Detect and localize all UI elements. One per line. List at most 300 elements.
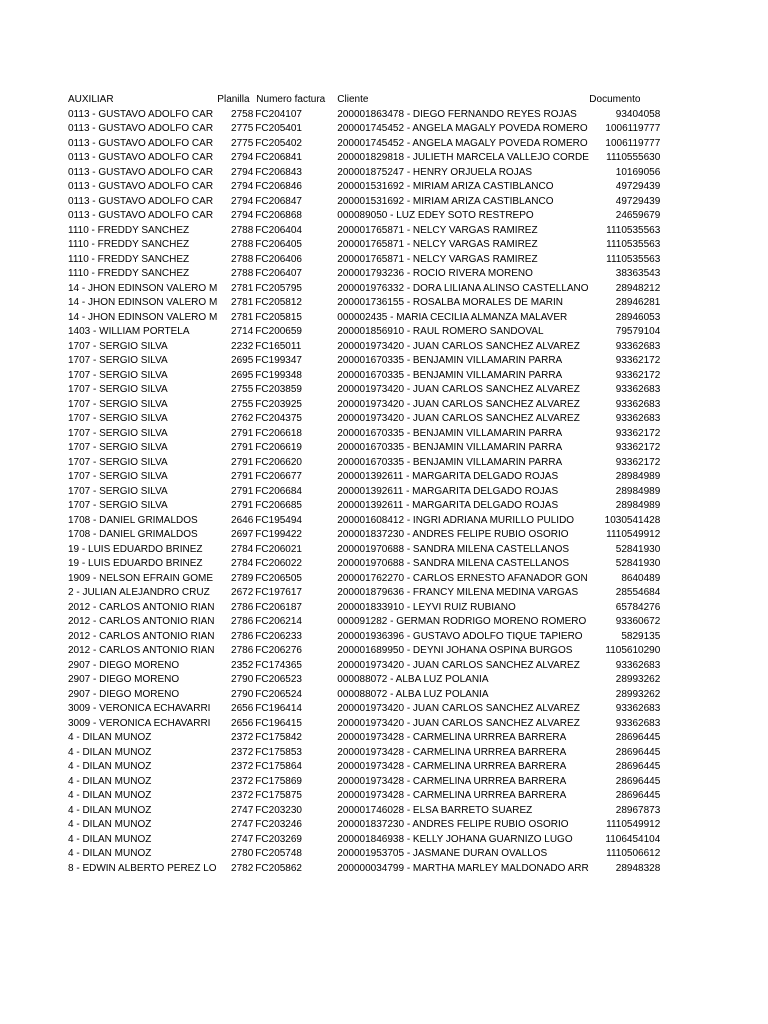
table-row (68, 108, 660, 123)
cell-numero-factura: FC205795 (255, 282, 302, 294)
cell-planilla: 2791 (231, 442, 254, 453)
cell-cliente: 200001765871 - NELCY VARGAS RAMIREZ (337, 224, 538, 236)
cell-cliente: 200001837230 - ANDRES FELIPE RUBIO OSORIO (337, 819, 569, 830)
cell-cliente: 200001875247 - HENRY ORJUELA ROJAS (337, 166, 533, 178)
cell-numero-factura: FC205862 (255, 862, 302, 874)
cell-documento: 28696445 (615, 732, 661, 743)
table-row (68, 586, 660, 601)
cell-numero-factura: FC195494 (255, 514, 302, 526)
cell-cliente: 200001689950 - DEYNI JOHANA OSPINA BURGOS (337, 645, 573, 656)
cell-auxiliar: 0113 - GUSTAVO ADOLFO CAR (68, 108, 214, 120)
cell-numero-factura: FC206187 (255, 601, 302, 613)
cell-cliente: 200001973420 - JUAN CARLOS SANCHEZ ALVAREZ (337, 340, 580, 352)
table-row (68, 499, 660, 514)
cell-auxiliar: 14 - JHON EDINSON VALERO M (68, 311, 218, 323)
cell-planilla: 2372 (231, 746, 254, 758)
cell-documento: 93360672 (615, 616, 661, 627)
cell-documento: 28948328 (615, 862, 661, 874)
cell-cliente: 200001670335 - BENJAMIN VILLAMARIN PARRA (337, 456, 563, 468)
cell-documento: 28984989 (615, 485, 661, 497)
cell-cliente: 200001973420 - JUAN CARLOS SANCHEZ ALVAREZ (337, 398, 580, 410)
cell-cliente: 200001833910 - LEYVI RUIZ RUBIANO (337, 601, 516, 613)
cell-auxiliar: 2 - JULIAN ALEJANDRO CRUZ (68, 587, 210, 598)
cell-numero-factura: FC206868 (255, 210, 302, 221)
cell-auxiliar: 1707 - SERGIO SILVA (68, 471, 168, 482)
cell-planilla: 2791 (231, 485, 254, 497)
cell-documento: 93362683 (615, 717, 661, 729)
cell-planilla: 2788 (231, 253, 254, 265)
cell-documento: 52841930 (615, 558, 661, 569)
cell-planilla: 2755 (231, 384, 254, 395)
cell-cliente: 200001953705 - JASMANE DURAN OVALLOS (337, 848, 548, 859)
cell-documento: 28946281 (615, 297, 661, 308)
cell-numero-factura: FC206846 (255, 181, 302, 192)
cell-numero-factura: FC174365 (255, 659, 302, 671)
cell-cliente: 200001670335 - BENJAMIN VILLAMARIN PARRA (337, 355, 563, 366)
cell-documento: 1110535563 (606, 224, 661, 236)
cell-planilla: 2656 (231, 703, 254, 714)
cell-documento: 28948212 (615, 282, 661, 294)
cell-numero-factura: FC199347 (255, 355, 302, 366)
cell-planilla: 2790 (231, 674, 254, 685)
cell-planilla: 2791 (231, 456, 254, 468)
cell-documento: 93362683 (615, 340, 661, 352)
cell-numero-factura: FC206021 (255, 543, 302, 555)
cell-numero-factura: FC206677 (255, 471, 302, 482)
cell-planilla: 2695 (231, 369, 254, 381)
cell-cliente: 000089050 - LUZ EDEY SOTO RESTREPO (337, 210, 534, 221)
cell-numero-factura: FC203859 (255, 384, 302, 395)
cell-planilla: 2714 (231, 326, 254, 337)
cell-numero-factura: FC206233 (255, 630, 302, 642)
cell-planilla: 2791 (231, 500, 254, 511)
cell-documento: 93362683 (615, 659, 661, 671)
table-row (68, 412, 660, 427)
cell-numero-factura: FC206404 (255, 224, 302, 236)
cell-numero-factura: FC206405 (255, 239, 302, 250)
cell-auxiliar: 1707 - SERGIO SILVA (68, 340, 168, 352)
cell-documento: 28696445 (615, 790, 661, 801)
cell-cliente: 200001392611 - MARGARITA DELGADO ROJAS (337, 471, 559, 482)
cell-auxiliar: 0113 - GUSTAVO ADOLFO CAR (68, 166, 214, 178)
cell-cliente: 200001670335 - BENJAMIN VILLAMARIN PARRA (337, 427, 563, 439)
cell-documento: 38363543 (615, 268, 661, 279)
header-planilla: Planilla (217, 94, 250, 105)
cell-planilla: 2352 (231, 659, 254, 671)
cell-cliente: 000088072 - ALBA LUZ POLANIA (337, 688, 489, 700)
cell-auxiliar: 1707 - SERGIO SILVA (68, 355, 168, 366)
cell-auxiliar: 1707 - SERGIO SILVA (68, 456, 168, 468)
cell-auxiliar: 0113 - GUSTAVO ADOLFO CAR (68, 152, 214, 163)
cell-auxiliar: 1110 - FREDDY SANCHEZ (68, 253, 190, 265)
cell-numero-factura: FC175875 (255, 790, 302, 801)
cell-documento: 52841930 (615, 543, 661, 555)
table-row (68, 311, 660, 326)
cell-documento: 1006119777 (605, 123, 661, 134)
cell-auxiliar: 3009 - VERONICA ECHAVARRI (68, 717, 211, 729)
cell-documento: 93362172 (615, 442, 661, 453)
cell-planilla: 2781 (231, 311, 254, 323)
table-row (68, 282, 660, 297)
cell-numero-factura: FC205815 (255, 311, 302, 323)
cell-numero-factura: FC206685 (255, 500, 302, 511)
cell-planilla: 2695 (231, 355, 254, 366)
cell-planilla: 2781 (231, 297, 254, 308)
table-row (68, 615, 660, 630)
cell-cliente: 200001973428 - CARMELINA URRREA BARRERA (337, 732, 567, 743)
cell-auxiliar: 1707 - SERGIO SILVA (68, 413, 168, 424)
cell-auxiliar: 4 - DILAN MUNOZ (68, 746, 152, 758)
cell-auxiliar: 1707 - SERGIO SILVA (68, 369, 168, 381)
cell-planilla: 2789 (231, 572, 254, 584)
cell-planilla: 2786 (231, 601, 254, 613)
cell-auxiliar: 4 - DILAN MUNOZ (68, 804, 152, 816)
cell-documento: 93404058 (615, 108, 661, 120)
cell-cliente: 200001793236 - ROCIO RIVERA MORENO (337, 268, 533, 279)
table-row (68, 601, 660, 616)
cell-planilla: 2794 (231, 166, 254, 178)
cell-planilla: 2781 (231, 282, 254, 294)
table-row (68, 180, 660, 195)
cell-documento: 28696445 (615, 746, 661, 758)
table-row (68, 296, 660, 311)
table-row (68, 731, 660, 746)
cell-numero-factura: FC206406 (255, 253, 302, 265)
cell-auxiliar: 0113 - GUSTAVO ADOLFO CAR (68, 123, 214, 134)
table-row (68, 325, 660, 340)
table-row (68, 688, 660, 703)
cell-cliente: 200001762270 - CARLOS ERNESTO AFANADOR GON (337, 572, 588, 584)
invoice-table (68, 93, 660, 876)
cell-numero-factura: FC199422 (255, 529, 302, 540)
cell-numero-factura: FC175853 (255, 746, 302, 758)
cell-numero-factura: FC204375 (255, 413, 302, 424)
cell-cliente: 000091282 - GERMAN RODRIGO MORENO ROMERO (337, 616, 587, 627)
cell-documento: 93362172 (615, 456, 661, 468)
cell-documento: 24659679 (615, 210, 661, 221)
cell-numero-factura: FC206618 (255, 427, 302, 439)
table-row (68, 659, 660, 674)
cell-auxiliar: 4 - DILAN MUNOZ (68, 790, 152, 801)
cell-documento: 28984989 (615, 500, 661, 511)
cell-planilla: 2775 (231, 137, 254, 149)
cell-planilla: 2372 (231, 790, 254, 801)
cell-planilla: 2786 (231, 645, 254, 656)
cell-auxiliar: 1707 - SERGIO SILVA (68, 485, 168, 497)
cell-documento: 28554684 (615, 587, 661, 598)
cell-documento: 1110549912 (606, 529, 661, 540)
cell-numero-factura: FC199348 (255, 369, 302, 381)
cell-cliente: 200001745452 - ANGELA MAGALY POVEDA ROMERO (337, 123, 588, 134)
table-row (68, 383, 660, 398)
cell-cliente: 200000034799 - MARTHA MARLEY MALDONADO ARR (337, 862, 589, 874)
cell-cliente: 200001846938 - KELLY JOHANA GUARNIZO LUGO (337, 833, 573, 845)
cell-numero-factura: FC206407 (255, 268, 302, 279)
cell-auxiliar: 4 - DILAN MUNOZ (68, 848, 152, 859)
table-row (68, 224, 660, 239)
table-row (68, 514, 660, 529)
cell-planilla: 2794 (231, 181, 254, 192)
cell-cliente: 200001856910 - RAUL ROMERO SANDOVAL (337, 326, 544, 337)
cell-documento: 1030541428 (604, 514, 661, 526)
table-row (68, 789, 660, 804)
table-row (68, 818, 660, 833)
cell-auxiliar: 8 - EDWIN ALBERTO PEREZ LO (68, 862, 217, 874)
cell-planilla: 2791 (231, 471, 254, 482)
table-row (68, 151, 660, 166)
cell-planilla: 2646 (231, 514, 254, 526)
cell-documento: 93362683 (615, 413, 661, 424)
cell-cliente: 200001973420 - JUAN CARLOS SANCHEZ ALVAREZ (337, 659, 580, 671)
table-row (68, 572, 660, 587)
cell-auxiliar: 2907 - DIEGO MORENO (68, 674, 180, 685)
cell-planilla: 2784 (231, 543, 254, 555)
cell-cliente: 200001608412 - INGRI ADRIANA MURILLO PULIDO (337, 514, 575, 526)
cell-documento: 1110506612 (606, 848, 661, 859)
cell-planilla: 2780 (231, 848, 254, 859)
cell-auxiliar: 1707 - SERGIO SILVA (68, 384, 168, 395)
cell-planilla: 2656 (231, 717, 254, 729)
cell-numero-factura: FC203246 (255, 819, 302, 830)
cell-auxiliar: 2012 - CARLOS ANTONIO RIAN (68, 616, 215, 627)
cell-planilla: 2372 (231, 761, 254, 772)
cell-cliente: 200001879636 - FRANCY MILENA MEDINA VARGAS (337, 587, 579, 598)
cell-auxiliar: 14 - JHON EDINSON VALERO M (68, 297, 218, 308)
table-row (68, 630, 660, 645)
cell-numero-factura: FC175869 (255, 775, 302, 787)
cell-cliente: 200001745452 - ANGELA MAGALY POVEDA ROMERO (337, 137, 588, 149)
cell-planilla: 2790 (231, 688, 254, 700)
cell-cliente: 200001973420 - JUAN CARLOS SANCHEZ ALVAREZ (337, 717, 580, 729)
cell-documento: 28696445 (615, 761, 661, 772)
cell-numero-factura: FC206524 (255, 688, 302, 700)
cell-cliente: 200001670335 - BENJAMIN VILLAMARIN PARRA (337, 442, 563, 453)
cell-numero-factura: FC196414 (255, 703, 302, 714)
cell-auxiliar: 1403 - WILLIAM PORTELA (68, 326, 190, 337)
cell-auxiliar: 4 - DILAN MUNOZ (68, 761, 152, 772)
cell-auxiliar: 0113 - GUSTAVO ADOLFO CAR (68, 181, 214, 192)
cell-cliente: 200001863478 - DIEGO FERNANDO REYES ROJAS (337, 108, 577, 120)
cell-auxiliar: 19 - LUIS EDUARDO BRINEZ (68, 543, 203, 555)
table-row (68, 847, 660, 862)
cell-documento: 79579104 (615, 326, 661, 337)
table-row (68, 253, 660, 268)
cell-auxiliar: 2907 - DIEGO MORENO (68, 659, 180, 671)
cell-planilla: 2775 (231, 123, 254, 134)
header-row (68, 93, 660, 108)
cell-auxiliar: 1707 - SERGIO SILVA (68, 427, 168, 439)
cell-numero-factura: FC206847 (255, 195, 302, 207)
table-row (68, 804, 660, 819)
cell-auxiliar: 1707 - SERGIO SILVA (68, 500, 168, 511)
table-row (68, 427, 660, 442)
cell-auxiliar: 0113 - GUSTAVO ADOLFO CAR (68, 210, 214, 221)
cell-cliente: 000002435 - MARIA CECILIA ALMANZA MALAVER (337, 311, 568, 323)
cell-numero-factura: FC206276 (255, 645, 302, 656)
header-cliente: Cliente (337, 94, 369, 105)
cell-auxiliar: 2012 - CARLOS ANTONIO RIAN (68, 645, 215, 656)
cell-auxiliar: 3009 - VERONICA ECHAVARRI (68, 703, 211, 714)
table-row (68, 673, 660, 688)
cell-numero-factura: FC206684 (255, 485, 302, 497)
cell-cliente: 200001973420 - JUAN CARLOS SANCHEZ ALVAREZ (337, 413, 580, 424)
cell-documento: 93362172 (615, 355, 661, 366)
cell-numero-factura: FC206619 (255, 442, 302, 453)
cell-cliente: 200001837230 - ANDRES FELIPE RUBIO OSORIO (337, 529, 569, 540)
cell-numero-factura: FC200659 (255, 326, 302, 337)
cell-cliente: 200001670335 - BENJAMIN VILLAMARIN PARRA (337, 369, 563, 381)
header-numero-factura: Numero factura (256, 94, 326, 105)
cell-cliente: 200001392611 - MARGARITA DELGADO ROJAS (337, 500, 559, 511)
table-row (68, 137, 660, 152)
cell-planilla: 2788 (231, 224, 254, 236)
table-row (68, 862, 660, 877)
table-row (68, 557, 660, 572)
cell-numero-factura: FC196415 (255, 717, 302, 729)
cell-numero-factura: FC206620 (255, 456, 302, 468)
table-row (68, 441, 660, 456)
table-row (68, 122, 660, 137)
cell-cliente: 200001736155 - ROSALBA MORALES DE MARIN (337, 297, 563, 308)
cell-planilla: 2747 (231, 833, 254, 845)
cell-documento: 93362683 (615, 398, 661, 410)
cell-planilla: 2786 (231, 630, 254, 642)
cell-documento: 49729439 (615, 195, 661, 207)
cell-auxiliar: 1110 - FREDDY SANCHEZ (68, 268, 190, 279)
cell-cliente: 200001936396 - GUSTAVO ADOLFO TIQUE TAPIERO (337, 630, 583, 642)
cell-numero-factura: FC203269 (255, 833, 302, 845)
cell-planilla: 2758 (231, 108, 254, 120)
cell-auxiliar: 4 - DILAN MUNOZ (68, 775, 152, 787)
cell-cliente: 200001973428 - CARMELINA URRREA BARRERA (337, 761, 567, 772)
table-row (68, 485, 660, 500)
cell-auxiliar: 4 - DILAN MUNOZ (68, 833, 152, 845)
cell-auxiliar: 1909 - NELSON EFRAIN GOME (68, 572, 214, 584)
cell-cliente: 200001973428 - CARMELINA URRREA BARRERA (337, 790, 567, 801)
cell-planilla: 2232 (231, 340, 254, 352)
cell-numero-factura: FC205401 (255, 123, 302, 134)
cell-cliente: 200001973428 - CARMELINA URRREA BARRERA (337, 746, 567, 758)
cell-cliente: 000088072 - ALBA LUZ POLANIA (337, 674, 489, 685)
cell-numero-factura: FC206022 (255, 558, 302, 569)
cell-cliente: 200001746028 - ELSA BARRETO SUAREZ (337, 804, 533, 816)
cell-documento: 1006119777 (605, 137, 661, 149)
cell-cliente: 200001970688 - SANDRA MILENA CASTELLANOS (337, 543, 570, 555)
cell-numero-factura: FC165011 (255, 340, 302, 352)
cell-numero-factura: FC205812 (255, 297, 302, 308)
cell-documento: 10169056 (615, 166, 661, 178)
cell-auxiliar: 2012 - CARLOS ANTONIO RIAN (68, 601, 215, 613)
table-row (68, 833, 660, 848)
cell-documento: 1106454104 (605, 833, 661, 845)
cell-numero-factura: FC175842 (255, 732, 302, 743)
cell-numero-factura: FC206505 (255, 572, 302, 584)
cell-documento: 93362172 (615, 427, 661, 439)
cell-planilla: 2791 (231, 427, 254, 439)
cell-documento: 93362683 (615, 703, 661, 714)
cell-documento: 49729439 (615, 181, 661, 192)
cell-planilla: 2762 (231, 413, 254, 424)
cell-numero-factura: FC206843 (255, 166, 302, 178)
table-row (68, 644, 660, 659)
cell-cliente: 200001970688 - SANDRA MILENA CASTELLANOS (337, 558, 570, 569)
table-row (68, 166, 660, 181)
cell-cliente: 200001531692 - MIRIAM ARIZA CASTIBLANCO (337, 181, 554, 192)
cell-auxiliar: 1110 - FREDDY SANCHEZ (68, 224, 190, 236)
cell-planilla: 2788 (231, 239, 254, 250)
cell-planilla: 2672 (231, 587, 254, 598)
cell-cliente: 200001392611 - MARGARITA DELGADO ROJAS (337, 485, 559, 497)
table-row (68, 340, 660, 355)
cell-auxiliar: 14 - JHON EDINSON VALERO M (68, 282, 218, 294)
cell-documento: 1110549912 (606, 819, 661, 830)
cell-cliente: 200001976332 - DORA LILIANA ALINSO CASTELLANO (337, 282, 589, 294)
table-row (68, 267, 660, 282)
cell-planilla: 2372 (231, 775, 254, 787)
cell-cliente: 200001829818 - JULIETH MARCELA VALLEJO CORDE (337, 152, 589, 163)
table-row (68, 456, 660, 471)
cell-numero-factura: FC206523 (255, 674, 302, 685)
cell-documento: 28993262 (615, 688, 661, 700)
cell-auxiliar: 1707 - SERGIO SILVA (68, 398, 168, 410)
header-documento: Documento (589, 94, 641, 105)
cell-planilla: 2794 (231, 210, 254, 221)
cell-planilla: 2782 (231, 862, 254, 874)
cell-documento: 28984989 (615, 471, 661, 482)
cell-auxiliar: 0113 - GUSTAVO ADOLFO CAR (68, 137, 214, 149)
cell-auxiliar: 1110 - FREDDY SANCHEZ (68, 239, 190, 250)
cell-planilla: 2788 (231, 268, 254, 279)
cell-documento: 8640489 (621, 572, 661, 584)
cell-numero-factura: FC206841 (255, 152, 302, 163)
cell-auxiliar: 19 - LUIS EDUARDO BRINEZ (68, 558, 203, 569)
cell-numero-factura: FC203925 (255, 398, 302, 410)
cell-planilla: 2372 (231, 732, 254, 743)
table-row (68, 717, 660, 732)
cell-auxiliar: 1707 - SERGIO SILVA (68, 442, 168, 453)
cell-cliente: 200001765871 - NELCY VARGAS RAMIREZ (337, 253, 538, 265)
table-row (68, 369, 660, 384)
cell-documento: 93362683 (615, 384, 661, 395)
cell-numero-factura: FC175864 (255, 761, 302, 772)
cell-documento: 28946053 (615, 311, 661, 323)
cell-documento: 1110555630 (606, 152, 661, 163)
cell-planilla: 2784 (231, 558, 254, 569)
cell-auxiliar: 0113 - GUSTAVO ADOLFO CAR (68, 195, 214, 207)
cell-documento: 93362172 (615, 369, 661, 381)
table-row (68, 775, 660, 790)
cell-numero-factura: FC204107 (255, 108, 302, 120)
cell-documento: 1110535563 (606, 239, 661, 250)
cell-cliente: 200001531692 - MIRIAM ARIZA CASTIBLANCO (337, 195, 554, 207)
table-row (68, 209, 660, 224)
cell-numero-factura: FC197617 (255, 587, 302, 598)
cell-auxiliar: 2012 - CARLOS ANTONIO RIAN (68, 630, 215, 642)
cell-documento: 1105610290 (605, 645, 661, 656)
table-row (68, 528, 660, 543)
cell-documento: 1110535563 (606, 253, 661, 265)
cell-cliente: 200001973420 - JUAN CARLOS SANCHEZ ALVAREZ (337, 384, 580, 395)
cell-cliente: 200001765871 - NELCY VARGAS RAMIREZ (337, 239, 538, 250)
table-row (68, 470, 660, 485)
cell-auxiliar: 1708 - DANIEL GRIMALDOS (68, 529, 198, 540)
cell-documento: 65784276 (615, 601, 661, 613)
cell-documento: 28967873 (615, 804, 661, 816)
cell-auxiliar: 4 - DILAN MUNOZ (68, 819, 152, 830)
cell-auxiliar: 4 - DILAN MUNOZ (68, 732, 152, 743)
cell-planilla: 2786 (231, 616, 254, 627)
cell-documento: 5829135 (621, 630, 661, 642)
